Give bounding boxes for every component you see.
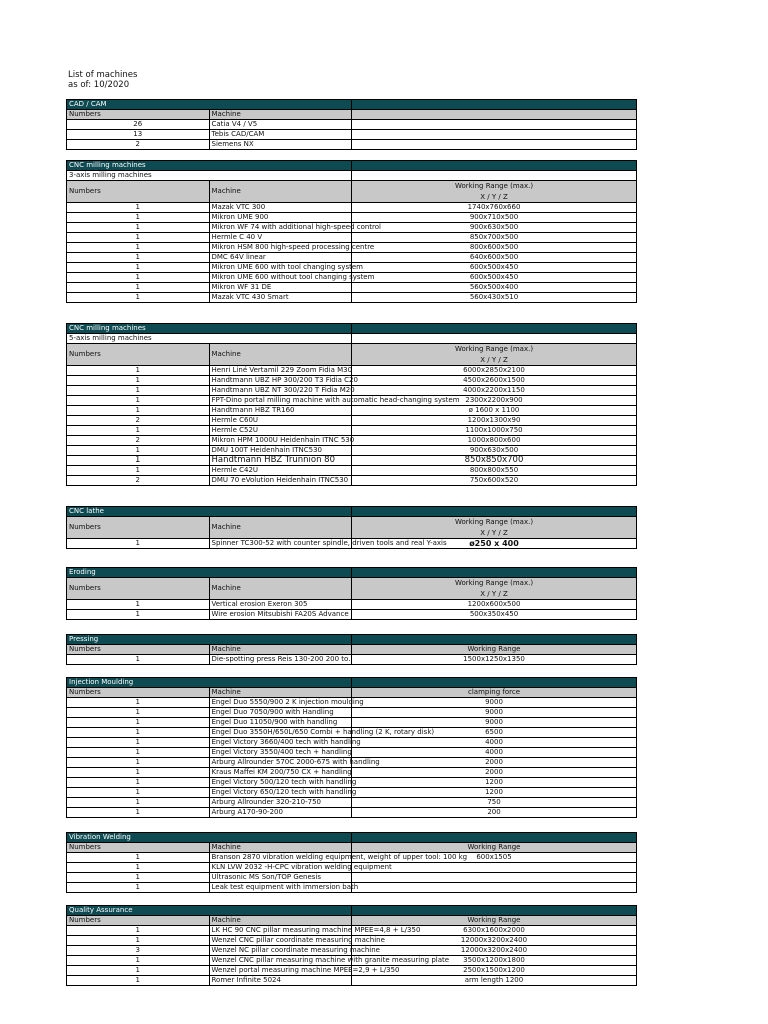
numbers-header: Numbers <box>67 344 210 366</box>
machine-range: 600x1505 <box>352 853 637 863</box>
column-header-row <box>67 688 637 698</box>
machine-name: Wenzel CNC pillar measuring machine with granite measuring plate <box>209 956 352 966</box>
table-row <box>67 376 637 386</box>
machine-name: Engel Victory 3660/400 tech with handling <box>209 738 352 748</box>
machine-range: 2500x1500x1200 <box>352 966 637 976</box>
machine-name: Mikron WF 31 DE <box>209 283 352 293</box>
machine-name: Catia V4 / V5 <box>209 120 352 130</box>
range-header-label: Working Range (max.) <box>454 518 534 526</box>
machine-count: 1 <box>67 600 210 610</box>
section-title: CAD / CAM <box>67 100 352 110</box>
machine-name: Hermle C42U <box>209 466 352 476</box>
range-header-axes: X / Y / Z <box>480 356 508 364</box>
section-title-fill <box>352 324 637 334</box>
machine-name: Engel Victory 500/120 tech with handling <box>209 778 352 788</box>
section-title: Eroding <box>67 568 352 578</box>
table-row <box>67 233 637 243</box>
machine-count: 1 <box>67 883 210 893</box>
table-row <box>67 768 637 778</box>
machine-range: 640x600x500 <box>352 253 637 263</box>
machine-range: 1000x800x600 <box>352 436 637 446</box>
machine-name: LK HC 90 CNC pillar measuring machine MPEE=4,8 + L/350 <box>209 926 352 936</box>
section-title-row <box>67 161 637 171</box>
machine-range <box>352 140 637 150</box>
section-subtitle-row <box>67 334 637 344</box>
section-title-fill <box>352 635 637 645</box>
machine-name: Mikron HPM 1000U Heidenhain ITNC 530 <box>209 436 352 446</box>
machine-count: 1 <box>67 366 210 376</box>
column-header-row <box>67 517 637 539</box>
range-header: Working Range <box>352 645 637 655</box>
machine-count: 1 <box>67 406 210 416</box>
range-header-axes: X / Y / Z <box>480 590 508 598</box>
machine-count: 1 <box>67 748 210 758</box>
machine-name: Tebis CAD/CAM <box>209 130 352 140</box>
machine-name: Mazak VTC 430 Smart <box>209 293 352 303</box>
range-header-label: Working Range (max.) <box>454 182 534 190</box>
table-row <box>67 130 637 140</box>
machine-name: Handtmann HBZ TR160 <box>209 406 352 416</box>
machine-count: 1 <box>67 539 210 549</box>
machine-range: 500x350x450 <box>352 610 637 620</box>
machine-range <box>352 120 637 130</box>
table-row <box>67 873 637 883</box>
range-header <box>352 110 637 120</box>
column-header-row <box>67 181 637 203</box>
machine-count: 1 <box>67 798 210 808</box>
section-table <box>66 634 637 665</box>
machine-name: Die-spotting press Reis 130-200 200 to. <box>209 655 352 665</box>
machine-range: 850x700x500 <box>352 233 637 243</box>
machine-header: Machine <box>209 843 352 853</box>
table-row <box>67 539 637 549</box>
machine-range: ø 1600 x 1100 <box>352 406 637 416</box>
section-subtitle-fill <box>352 171 637 181</box>
machine-range: 1200x600x500 <box>352 600 637 610</box>
section-subtitle: 5-axis milling machines <box>67 334 352 344</box>
range-header <box>352 578 637 600</box>
machine-name: Mikron WF 74 with additional high-speed control <box>209 223 352 233</box>
machine-count: 1 <box>67 956 210 966</box>
machine-count: 1 <box>67 778 210 788</box>
machine-name: Vertical erosion Exeron 305 <box>209 600 352 610</box>
machine-range: 1200 <box>352 788 637 798</box>
machine-range: 3500x1200x1800 <box>352 956 637 966</box>
machine-name: Engel Duo 11050/900 with handling <box>209 718 352 728</box>
section-title: Quality Assurance <box>67 906 352 916</box>
machine-name: Mikron UME 600 with tool changing system <box>209 263 352 273</box>
machine-count: 1 <box>67 976 210 986</box>
section-title-fill <box>352 100 637 110</box>
machine-count: 1 <box>67 758 210 768</box>
table-row <box>67 708 637 718</box>
machine-count: 1 <box>67 223 210 233</box>
document-title: List of machines <box>68 70 138 80</box>
machine-name: Romer Infinite 5024 <box>209 976 352 986</box>
section-table <box>66 905 637 986</box>
machine-count: 2 <box>67 476 210 486</box>
table-row <box>67 476 637 486</box>
machine-name: Mikron UME 600 without tool changing system <box>209 273 352 283</box>
table-row <box>67 798 637 808</box>
table-row <box>67 140 637 150</box>
section-subtitle-row <box>67 171 637 181</box>
machine-count: 1 <box>67 788 210 798</box>
section-title: Pressing <box>67 635 352 645</box>
machine-count: 1 <box>67 213 210 223</box>
machine-range: 6300x1600x2000 <box>352 926 637 936</box>
document-date: as of: 10/2020 <box>68 80 130 90</box>
column-header-row <box>67 110 637 120</box>
machine-name: Wenzel CNC pillar coordinate measuring machine <box>209 936 352 946</box>
machine-header: Machine <box>209 645 352 655</box>
section-table <box>66 677 637 818</box>
table-row <box>67 863 637 873</box>
machine-count: 1 <box>67 263 210 273</box>
machine-range: 2300x2200x900 <box>352 396 637 406</box>
machine-range: 750 <box>352 798 637 808</box>
numbers-header: Numbers <box>67 843 210 853</box>
column-header-row <box>67 843 637 853</box>
section-title: CNC lathe <box>67 507 352 517</box>
section-table <box>66 323 637 486</box>
machine-range: 750x600x520 <box>352 476 637 486</box>
table-row <box>67 213 637 223</box>
machine-count: 1 <box>67 293 210 303</box>
table-row <box>67 808 637 818</box>
section-title-row <box>67 635 637 645</box>
machine-range: 9000 <box>352 708 637 718</box>
machine-count: 1 <box>67 386 210 396</box>
machine-range: 1100x1000x750 <box>352 426 637 436</box>
machine-range <box>352 863 637 873</box>
range-header <box>352 517 637 539</box>
machine-count: 1 <box>67 466 210 476</box>
machine-range: ø250 x 400 <box>352 539 637 549</box>
section-title: CNC milling machines <box>67 161 352 171</box>
section-title-fill <box>352 833 637 843</box>
section-title-row <box>67 568 637 578</box>
table-row <box>67 853 637 863</box>
column-header-row <box>67 578 637 600</box>
machine-count: 1 <box>67 203 210 213</box>
section-table <box>66 832 637 893</box>
machine-range: 600x500x450 <box>352 263 637 273</box>
machine-range: 800x800x550 <box>352 466 637 476</box>
machine-count: 1 <box>67 926 210 936</box>
table-row <box>67 456 637 466</box>
machine-range: 2000 <box>352 768 637 778</box>
machine-name: Branson 2870 vibration welding equipment, weight of upper tool: 100 kg <box>209 853 352 863</box>
machine-range: 4000x2200x1150 <box>352 386 637 396</box>
section-table <box>66 567 637 620</box>
section-title: Injection Moulding <box>67 678 352 688</box>
table-row <box>67 426 637 436</box>
machine-range: 6000x2850x2100 <box>352 366 637 376</box>
table-row <box>67 655 637 665</box>
section-title: Vibration Welding <box>67 833 352 843</box>
table-row <box>67 436 637 446</box>
machine-count: 1 <box>67 738 210 748</box>
range-header-axes: X / Y / Z <box>480 529 508 537</box>
table-row <box>67 120 637 130</box>
machine-range: 9000 <box>352 698 637 708</box>
machine-count: 1 <box>67 873 210 883</box>
table-row <box>67 738 637 748</box>
machine-name: Kraus Maffei KM 200/750 CX + handling <box>209 768 352 778</box>
machine-header: Machine <box>209 688 352 698</box>
table-row <box>67 698 637 708</box>
machine-count: 1 <box>67 376 210 386</box>
machine-name: Mazak VTC 300 <box>209 203 352 213</box>
machine-name: Hermle C60U <box>209 416 352 426</box>
machine-header: Machine <box>209 344 352 366</box>
section-title-fill <box>352 507 637 517</box>
section-title-row <box>67 100 637 110</box>
machine-count: 1 <box>67 273 210 283</box>
machine-name: Hermle C52U <box>209 426 352 436</box>
range-header: Working Range <box>352 843 637 853</box>
machine-name: Ultrasonic MS Son/TOP Genesis <box>209 873 352 883</box>
section-title-row <box>67 678 637 688</box>
numbers-header: Numbers <box>67 517 210 539</box>
table-row <box>67 883 637 893</box>
table-row <box>67 406 637 416</box>
table-row <box>67 386 637 396</box>
machine-count: 26 <box>67 120 210 130</box>
table-row <box>67 273 637 283</box>
machine-range: 900x710x500 <box>352 213 637 223</box>
machine-range: 1500x1250x1350 <box>352 655 637 665</box>
machine-range: 900x630x500 <box>352 223 637 233</box>
machine-name: Hermle C 40 V <box>209 233 352 243</box>
section-title-fill <box>352 906 637 916</box>
column-header-row <box>67 645 637 655</box>
numbers-header: Numbers <box>67 645 210 655</box>
machine-header: Machine <box>209 578 352 600</box>
machine-name: Mikron UME 900 <box>209 213 352 223</box>
table-row <box>67 788 637 798</box>
numbers-header: Numbers <box>67 110 210 120</box>
machine-name: Engel Victory 3550/400 tech + handling <box>209 748 352 758</box>
machine-range <box>352 883 637 893</box>
table-row <box>67 976 637 986</box>
machine-count: 2 <box>67 140 210 150</box>
machine-count: 1 <box>67 808 210 818</box>
machine-name: Arburg A170-90-200 <box>209 808 352 818</box>
table-row <box>67 728 637 738</box>
machine-header: Machine <box>209 181 352 203</box>
machine-name: Handtmann UBZ NT 300/220 T Fidia M20 <box>209 386 352 396</box>
machine-range: 6500 <box>352 728 637 738</box>
table-row <box>67 203 637 213</box>
machine-name: Handtmann HBZ Trunnion 80 <box>209 456 352 466</box>
machine-range: 1200 <box>352 778 637 788</box>
range-header <box>352 181 637 203</box>
machine-count: 1 <box>67 936 210 946</box>
table-row <box>67 223 637 233</box>
machine-name: Arburg Allrounder 320-210-750 <box>209 798 352 808</box>
range-header-axes: X / Y / Z <box>480 193 508 201</box>
machine-range: 900x630x500 <box>352 446 637 456</box>
table-row <box>67 446 637 456</box>
machine-header: Machine <box>209 517 352 539</box>
table-row <box>67 366 637 376</box>
column-header-row <box>67 916 637 926</box>
machine-count: 1 <box>67 283 210 293</box>
table-row <box>67 466 637 476</box>
machine-count: 1 <box>67 708 210 718</box>
table-row <box>67 748 637 758</box>
machine-name: Engel Duo 7050/900 with Handling <box>209 708 352 718</box>
machine-range: 2000 <box>352 758 637 768</box>
machine-name: DMC 64V linear <box>209 253 352 263</box>
machine-name: Wenzel NC pillar coordinate measuring machine <box>209 946 352 956</box>
table-row <box>67 263 637 273</box>
table-row <box>67 936 637 946</box>
table-row <box>67 243 637 253</box>
range-header: Working Range <box>352 916 637 926</box>
numbers-header: Numbers <box>67 688 210 698</box>
table-row <box>67 926 637 936</box>
machine-name: Engel Duo 5550/900 2 K injection moulding <box>209 698 352 708</box>
range-header-label: Working Range (max.) <box>454 345 534 353</box>
table-row <box>67 416 637 426</box>
machine-name: Spinner TC300-52 with counter spindle, driven tools and real Y-axis <box>209 539 352 549</box>
machine-count: 13 <box>67 130 210 140</box>
machine-name: Handtmann UBZ HP 300/200 T3 Fidia C20 <box>209 376 352 386</box>
section-title-row <box>67 324 637 334</box>
machine-range: 600x500x450 <box>352 273 637 283</box>
section-title-row <box>67 507 637 517</box>
machine-count: 1 <box>67 396 210 406</box>
numbers-header: Numbers <box>67 181 210 203</box>
machine-range <box>352 873 637 883</box>
machine-count: 1 <box>67 426 210 436</box>
machine-header: Machine <box>209 110 352 120</box>
machine-count: 1 <box>67 610 210 620</box>
range-header: clamping force <box>352 688 637 698</box>
machine-range: 4000 <box>352 738 637 748</box>
machine-count: 1 <box>67 253 210 263</box>
machine-count: 1 <box>67 698 210 708</box>
section-subtitle-fill <box>352 334 637 344</box>
machine-range: 1200x1300x90 <box>352 416 637 426</box>
machine-range: 12000x3200x2400 <box>352 936 637 946</box>
section-table <box>66 160 637 303</box>
machine-range: 9000 <box>352 718 637 728</box>
machine-name: Engel Victory 650/120 tech with handling <box>209 788 352 798</box>
machine-count: 1 <box>67 728 210 738</box>
machine-count: 2 <box>67 436 210 446</box>
table-row <box>67 966 637 976</box>
machine-name: Engel Duo 3550H/650L/650 Combi + handling (2 K, rotary disk) <box>209 728 352 738</box>
machine-range: 12000x3200x2400 <box>352 946 637 956</box>
section-title-fill <box>352 678 637 688</box>
machine-name: KLN LVW 2032 -H-CPC vibration welding equipment <box>209 863 352 873</box>
machine-name: Leak test equipment with immersion bath <box>209 883 352 893</box>
machine-name: Mikron HSM 800 high-speed processing centre <box>209 243 352 253</box>
range-header-label: Working Range (max.) <box>454 579 534 587</box>
section-title-fill <box>352 568 637 578</box>
machine-range: 200 <box>352 808 637 818</box>
table-row <box>67 610 637 620</box>
machine-count: 1 <box>67 655 210 665</box>
machine-name: DMU 100T Heidenhain ITNC530 <box>209 446 352 456</box>
machine-count: 1 <box>67 456 210 466</box>
table-row <box>67 283 637 293</box>
machine-range: 1740x760x660 <box>352 203 637 213</box>
table-row <box>67 946 637 956</box>
machine-name: Henri Liné Vertamil 229 Zoom Fidia M30 <box>209 366 352 376</box>
table-row <box>67 758 637 768</box>
machine-range <box>352 130 637 140</box>
machine-count: 1 <box>67 243 210 253</box>
table-row <box>67 600 637 610</box>
machine-range: 560x500x400 <box>352 283 637 293</box>
machine-count: 1 <box>67 233 210 243</box>
numbers-header: Numbers <box>67 916 210 926</box>
machine-name: DMU 70 eVolution Heidenhain ITNC530 <box>209 476 352 486</box>
column-header-row <box>67 344 637 366</box>
section-table <box>66 99 637 150</box>
machine-count: 3 <box>67 946 210 956</box>
machine-count: 1 <box>67 718 210 728</box>
table-row <box>67 253 637 263</box>
machine-range: 4000 <box>352 748 637 758</box>
machine-count: 2 <box>67 416 210 426</box>
range-header <box>352 344 637 366</box>
machine-range: 800x600x500 <box>352 243 637 253</box>
section-title-row <box>67 906 637 916</box>
machine-count: 1 <box>67 446 210 456</box>
section-title-fill <box>352 161 637 171</box>
section-title-row <box>67 833 637 843</box>
table-row <box>67 718 637 728</box>
table-row <box>67 778 637 788</box>
section-table <box>66 506 637 549</box>
section-subtitle: 3-axis milling machines <box>67 171 352 181</box>
machine-header: Machine <box>209 916 352 926</box>
section-title: CNC milling machines <box>67 324 352 334</box>
machine-count: 1 <box>67 966 210 976</box>
machine-name: Arburg Allrounder 570C 2000-675 with handling <box>209 758 352 768</box>
table-row <box>67 293 637 303</box>
machine-name: Wire erosion Mitsubishi FA20S Advance <box>209 610 352 620</box>
table-row <box>67 956 637 966</box>
machine-range: 850x850x700 <box>352 456 637 466</box>
machine-name: FPT-Dino portal milling machine with automatic head-changing system <box>209 396 352 406</box>
machine-name: Wenzel portal measuring machine MPEE=2,9 + L/350 <box>209 966 352 976</box>
machine-count: 1 <box>67 863 210 873</box>
machine-count: 1 <box>67 768 210 778</box>
machine-count: 1 <box>67 853 210 863</box>
numbers-header: Numbers <box>67 578 210 600</box>
table-row <box>67 396 637 406</box>
machine-range: 4500x2600x1500 <box>352 376 637 386</box>
machine-range: arm length 1200 <box>352 976 637 986</box>
machine-range: 560x430x510 <box>352 293 637 303</box>
machine-name: Siemens NX <box>209 140 352 150</box>
